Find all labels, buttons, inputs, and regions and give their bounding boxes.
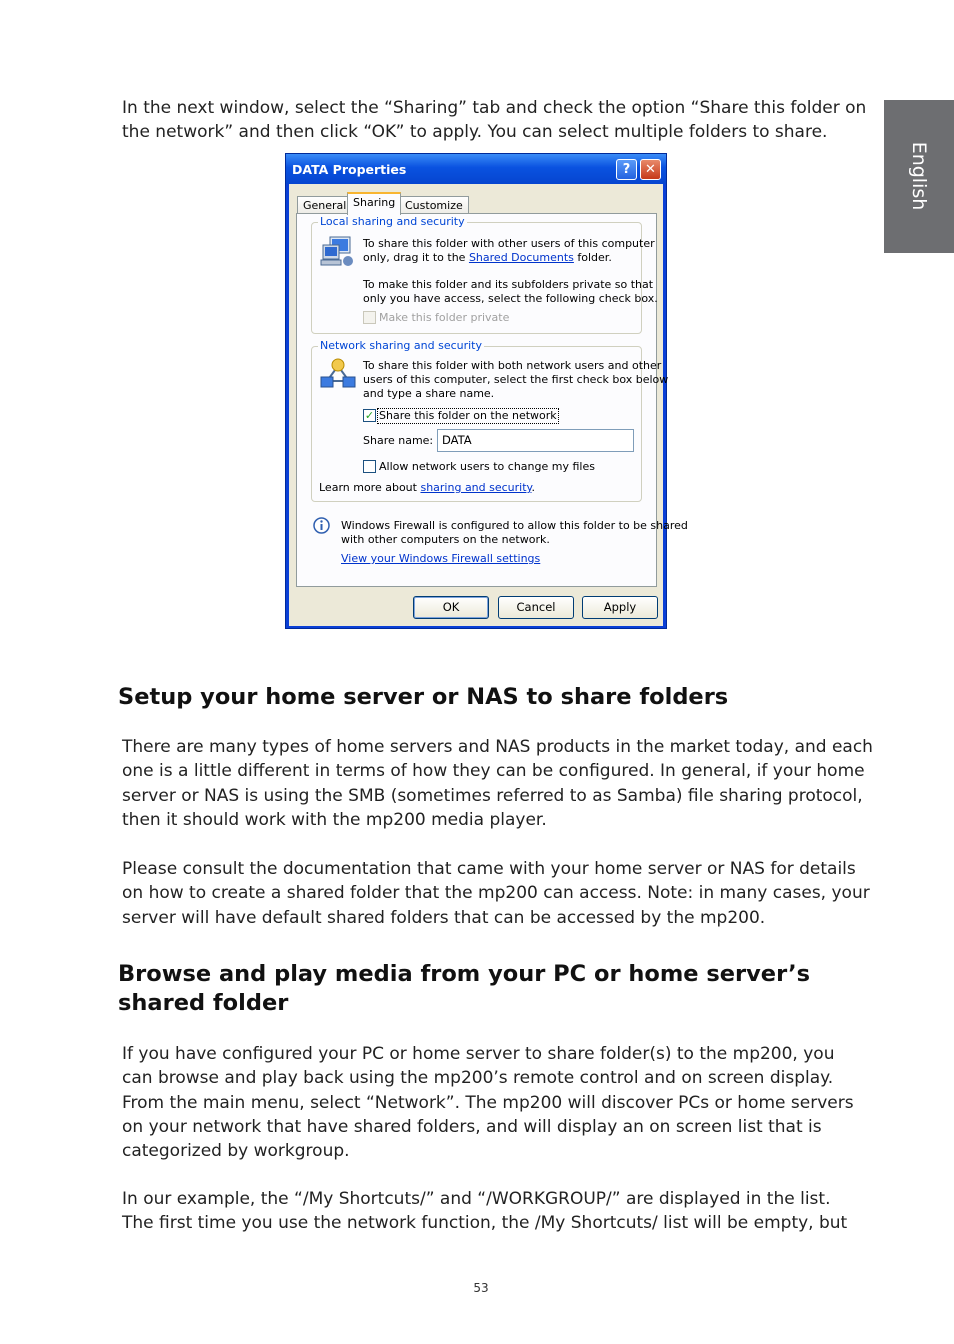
section2-heading-line: shared folder — [118, 990, 289, 1016]
learn-more-suffix: . — [531, 481, 535, 494]
section2-paragraph2 — [122, 1187, 862, 1236]
network-text-line: users of this computer, select the first check box below — [363, 372, 669, 386]
local-text-part: folder. — [573, 250, 612, 264]
section2-paragraph1 — [122, 1042, 862, 1163]
private-explanation-text — [363, 278, 658, 306]
close-button[interactable]: ✕ — [640, 159, 661, 180]
dialog-titlebar — [286, 154, 666, 184]
tab-general[interactable]: General — [297, 196, 352, 214]
network-sharing-title: Network sharing and security — [320, 339, 483, 352]
section2-heading — [118, 960, 810, 1018]
private-text-line: only you have access, select the following check box. — [363, 291, 658, 305]
intro-line: the network” and then click “OK” to apply. You can select multiple folders to share. — [122, 122, 828, 143]
local-sharing-group — [311, 215, 658, 334]
page-number: 53 — [473, 1281, 489, 1295]
language-tab — [884, 100, 954, 253]
paragraph-line: then it should work with the mp200 media player. — [122, 809, 547, 830]
network-sharing-group — [311, 339, 669, 502]
data-properties-dialog — [285, 153, 688, 629]
network-icon — [320, 357, 356, 391]
intro-paragraph — [122, 96, 867, 145]
learn-more-prefix: Learn more about — [319, 481, 421, 494]
firewall-text-line: Windows Firewall is configured to allow this folder to be shared — [341, 519, 688, 532]
share-name-input[interactable]: DATA — [437, 429, 634, 452]
ok-button[interactable]: OK — [413, 596, 489, 619]
firewall-text-line: with other computers on the network. — [341, 532, 550, 546]
paragraph-line: If you have configured your PC or home server to share folder(s) to the mp200, you — [122, 1044, 835, 1064]
section2-heading-line: Browse and play media from your PC or home server’s — [118, 961, 811, 987]
dialog-title: DATA Properties — [292, 162, 407, 177]
shared-documents-link[interactable]: Shared Documents — [468, 250, 574, 264]
apply-button[interactable]: Apply — [582, 596, 658, 619]
section1-heading — [118, 683, 728, 712]
dialog-client — [289, 184, 688, 626]
paragraph-line: From the main menu, select “Network”. The mp200 will discover PCs or home servers — [122, 1092, 854, 1113]
local-text-line: To share this folder with other users of this computer — [363, 237, 655, 250]
allow-change-label: Allow network users to change my files — [379, 460, 595, 473]
paragraph-line: one is a little different in terms of how they can be configured. In general, if your home — [122, 761, 865, 782]
firewall-settings-link[interactable]: View your Windows Firewall settings — [341, 552, 541, 565]
share-folder-checkbox[interactable]: ✓ — [364, 409, 375, 422]
paragraph-line: can browse and play back using the mp200’s remote control and on screen display. — [122, 1068, 834, 1089]
local-text-part: only, drag it to the — [363, 250, 469, 264]
info-icon — [313, 517, 330, 534]
local-text-line — [363, 251, 655, 265]
share-name-label: Share name: — [363, 434, 434, 447]
learn-more-text — [319, 481, 535, 495]
cancel-button[interactable]: Cancel — [498, 596, 574, 619]
paragraph-line: categorized by workgroup. — [122, 1141, 350, 1162]
make-private-label: Make this folder private — [379, 311, 510, 324]
paragraph-line: server will have default shared folders that can be accessed by the mp200. — [122, 907, 766, 928]
share-folder-label: Share this folder on the network — [379, 409, 557, 422]
sharing-panel — [296, 213, 688, 587]
language-tab-label: English — [908, 141, 930, 211]
learn-more-line — [319, 481, 535, 495]
paragraph-line: on your network that have shared folders, and will display an on screen list that is — [122, 1116, 822, 1137]
section1-paragraph2 — [122, 857, 870, 930]
allow-change-checkbox[interactable] — [363, 460, 376, 473]
local-sharing-text — [363, 237, 655, 265]
intro-line: In the next window, select the “Sharing” tab and check the option “Share this folder on — [122, 98, 867, 118]
private-text-line: To make this folder and its subfolders private so that — [363, 278, 654, 291]
tab-sharing[interactable]: Sharing — [347, 192, 401, 215]
paragraph-line: server or NAS is using the SMB (sometimes referred to as Samba) file sharing protocol, — [122, 785, 863, 806]
section1-paragraph1 — [122, 735, 873, 832]
make-private-checkbox[interactable] — [363, 311, 376, 324]
paragraph-line: In our example, the “/My Shortcuts/” and “/WORKGROUP/” are displayed in the list. — [122, 1189, 831, 1209]
help-button[interactable]: ? — [616, 159, 637, 180]
paragraph-line: The first time you use the network function, the /My Shortcuts/ list will be empty, but — [122, 1213, 848, 1234]
paragraph-line: on how to create a shared folder that the mp200 can access. Note: in many cases, your — [122, 883, 870, 904]
network-text-line: and type a share name. — [363, 386, 495, 400]
network-text-line: To share this folder with both network users and other — [363, 359, 662, 372]
paragraph-line: There are many types of home servers and NAS products in the market today, and each — [122, 737, 873, 757]
firewall-text — [341, 519, 688, 547]
network-sharing-text — [363, 359, 668, 400]
tab-customize[interactable]: Customize — [399, 196, 469, 214]
section1-heading-text: Setup your home server or NAS to share folders — [118, 684, 729, 710]
paragraph-line: Please consult the documentation that came with your home server or NAS for details — [122, 859, 856, 879]
local-sharing-title: Local sharing and security — [320, 215, 465, 228]
computer-share-icon — [320, 235, 356, 269]
sharing-security-link[interactable]: sharing and security — [420, 481, 532, 494]
